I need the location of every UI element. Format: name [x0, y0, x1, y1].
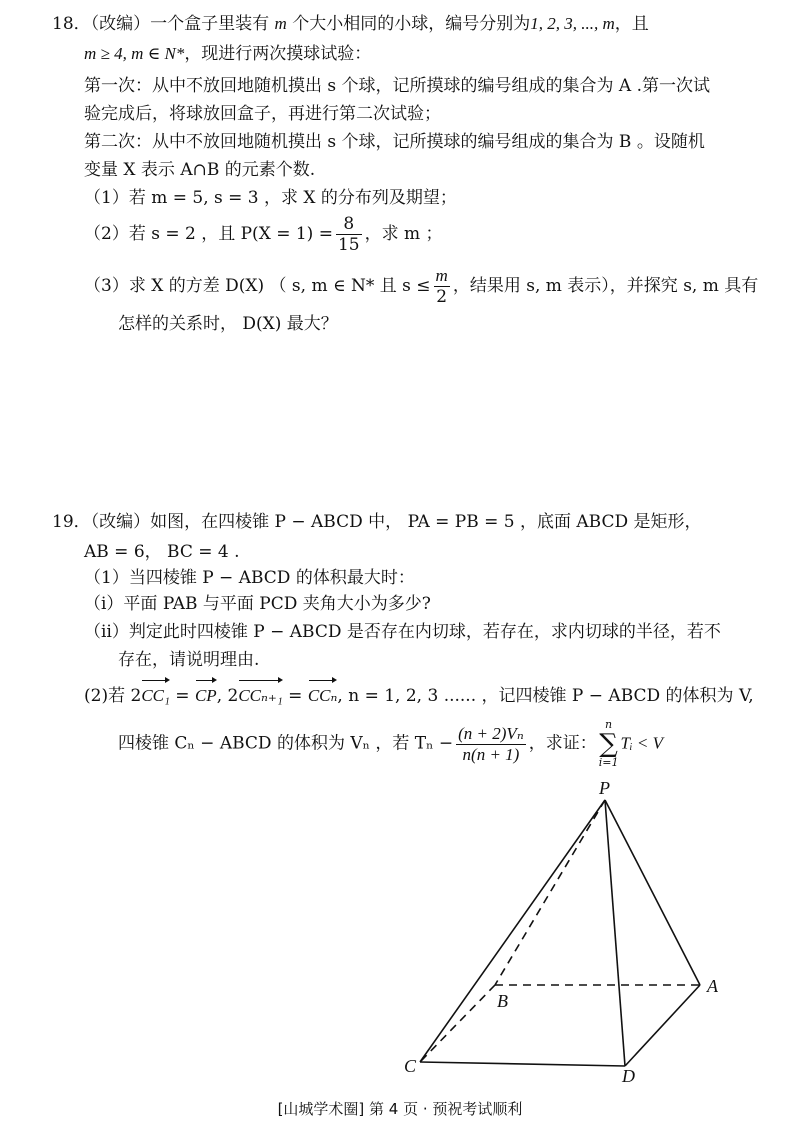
- q18-number: 18．: [52, 14, 91, 34]
- sum-lower: i=1: [598, 756, 619, 769]
- sum-symbol: ∑: [599, 729, 618, 759]
- q18-line-4: 验完成后，将球放回盒子，再进行第二次试验；: [84, 104, 441, 124]
- q18-text: 一个盒子里装有: [150, 14, 270, 34]
- edge-pc: [420, 800, 605, 1062]
- q18-text: 个大小相同的小球，编号分别为: [292, 14, 531, 34]
- q19-text: 四棱锥 Cₙ − ABCD 的体积为 Vₙ ，若 Tₙ −: [118, 733, 454, 754]
- q18-line-3: 第一次：从中不放回地随机摸出 s 个球，记所摸球的编号组成的集合为 A .第一次试: [84, 76, 711, 96]
- fraction-numerator: (n + 2)Vₙ: [458, 723, 524, 743]
- q18-part-1: （1）若 m = 5, s = 3 ，求 X 的分布列及期望；: [84, 188, 457, 208]
- q19-text: =: [169, 686, 195, 706]
- fraction-denominator: n(n + 1): [462, 744, 520, 764]
- edge-cd: [420, 1062, 625, 1066]
- q19-text: , n = 1, 2, 3 ...... ，记四棱锥 P − ABCD 的体积为 V,: [337, 686, 754, 706]
- edge-pa: [605, 800, 700, 985]
- q19-text: , 2: [216, 686, 239, 706]
- fraction-numerator: 8: [336, 214, 362, 235]
- q18-text: ，现进行两次摸球试验：: [184, 44, 372, 64]
- q18-var-m: m: [602, 14, 615, 33]
- edge-pd: [605, 800, 625, 1066]
- q18-text: ，且: [614, 14, 649, 34]
- vector-cp: CP: [195, 678, 217, 708]
- vertex-label-a: A: [707, 976, 718, 996]
- fraction-denominator: 15: [337, 235, 360, 255]
- edge-pb-hidden: [495, 800, 605, 985]
- q19-text: (2)若 2: [84, 686, 142, 706]
- vector-cc1: CC₁: [141, 678, 170, 708]
- vertex-label-c: C: [404, 1056, 417, 1076]
- q19-line-2: AB = 6， BC = 4 .: [84, 542, 240, 562]
- q18-part-3-cont: 怎样的关系时， D(X) 最大？: [118, 314, 338, 334]
- q19-text: Tᵢ < V: [620, 733, 663, 753]
- q19-text: ，求证：: [528, 733, 597, 754]
- sum-upper: n: [605, 718, 613, 731]
- q18-line-5: 第二次：从中不放回地随机摸出 s 个球，记所摸球的编号组成的集合为 B 。设随机: [84, 132, 705, 152]
- q18-condition: m ≥ 4, m ∈ N*: [84, 44, 185, 63]
- edge-bc-hidden: [420, 985, 495, 1062]
- q18-text: ，求 m ；: [364, 224, 443, 244]
- vector-ccn: CCₙ: [308, 678, 338, 708]
- fraction-denominator: 2: [436, 287, 448, 307]
- q18-var-m: m: [274, 14, 287, 33]
- q18-text: ，结果用 s, m 表示），并探究 s, m 具有: [452, 276, 759, 296]
- vertex-label-p: P: [599, 778, 610, 798]
- vertex-label-b: B: [497, 991, 508, 1011]
- fraction-numerator: m: [435, 266, 448, 285]
- q18-seq: 1, 2, 3, ...,: [530, 14, 603, 33]
- pyramid-edges: [420, 800, 700, 1066]
- q19-part-1-ii-cont: 存在，请说明理由.: [118, 650, 260, 670]
- page-footer: [山城学术圈] 第 4 页 · 预祝考试顺利: [277, 1100, 523, 1118]
- q19-text: =: [282, 686, 308, 706]
- q18-text: （3）求 X 的方差 D(X) （ s, m ∈ N* 且 s ≤: [84, 276, 431, 296]
- vertex-label-d: D: [622, 1066, 635, 1086]
- q18-line-6: 变量 X 表示 A∩B 的元素个数.: [84, 160, 316, 180]
- vector-ccn1: CCₙ₊₁: [238, 678, 282, 708]
- q18-tag: （改编）: [90, 14, 151, 34]
- q18-text: （2）若 s = 2 ，且 P(X = 1) =: [84, 224, 333, 244]
- q19-number: 19．: [52, 512, 91, 532]
- edge-da: [625, 985, 700, 1066]
- q19-text: （改编）如图，在四棱锥 P − ABCD 中， PA = PB = 5 ，底面 ABCD 是矩形，: [90, 512, 702, 532]
- q19-part-1-ii: （ⅱ）判定此时四棱锥 P − ABCD 是否存在内切球，若存在，求内切球的半径，若不: [84, 622, 721, 642]
- q19-part-1-i: （ⅰ）平面 PAB 与平面 PCD 夹角大小为多少?: [84, 594, 431, 614]
- q19-part-1: （1）当四棱锥 P − ABCD 的体积最大时：: [84, 568, 415, 588]
